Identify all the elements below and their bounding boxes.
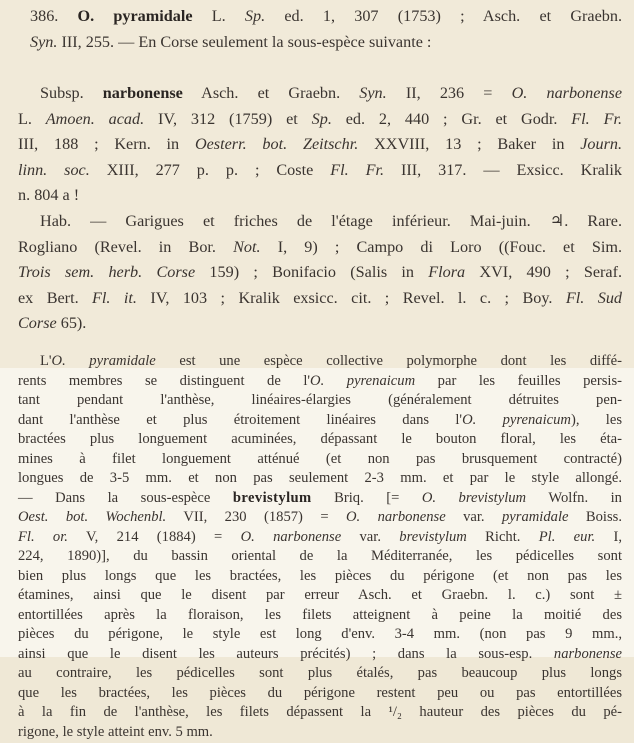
- hab-line-3: Trois sem. herb. Corse 159) ; Bonifacio (Salis in Flora XVI, 490 ; Seraf.: [18, 263, 623, 282]
- taxonomic-note: [18, 352, 622, 742]
- note-line: rents membres se distinguent de l'O. pyrenaicum par les feuilles persis-: [18, 372, 622, 389]
- subsp-line-3: III, 188 ; Kern. in Oesterr. bot. Zeitschr. XXVIII, 13 ; Baker in Journ.: [18, 135, 623, 154]
- note-line: pièces du périgone, le style est long d'env. 3-4 mm. (non pas 9 mm.,: [18, 626, 622, 642]
- entry-number: 386.: [30, 7, 59, 25]
- note-line: Fl. or. V, 214 (1884) = O. narbonense var. brevistylum Richt. Pl. eur. I,: [18, 528, 622, 545]
- subsp-line-1: Subsp. narbonense Asch. et Graebn. Syn. II, 236 = O. narbonense: [40, 84, 623, 102]
- note-line: mines à filet longuement atténué (et non pas brusquement contracté): [18, 450, 622, 467]
- hab-line-4: ex Bert. Fl. it. IV, 103 ; Kralik exsicc. cit. ; Revel. l. c. ; Boy. Fl. Sud: [18, 288, 623, 307]
- note-line: Oest. bot. Wochenbl. VII, 230 (1857) = O. narbonense var. pyramidale Boiss.: [18, 509, 622, 525]
- entry-line-2: Syn. III, 255. — En Corse seulement la sous-espèce suivante :: [30, 32, 432, 51]
- note-line: que les bractées, les pièces du périgone restent peu ou pas entortillées: [18, 684, 622, 701]
- species-name: O. pyramidale: [77, 7, 193, 25]
- note-line: ainsi que le disent les auteurs précités) ; dans la sous-esp. narbonense: [18, 645, 622, 662]
- note-line: étamines, ainsi que le disent par erreur Asch. et Graebn. l. c.) sont ±: [18, 587, 622, 603]
- note-line: entortillées après la floraison, les filets atteignent à peine la moitié des: [18, 606, 622, 623]
- note-line: bien plus longs que les bractées, les pièces du périgone (et non pas les: [18, 567, 622, 584]
- hab-line-2: Rogliano (Revel. in Bor. Not. I, 9) ; Campo di Loro ((Fouc. et Sim.: [18, 237, 623, 256]
- subsp-line-4: linn. soc. XIII, 277 p. p. ; Coste Fl. Fr. III, 317. — Exsicc. Kralik: [18, 160, 622, 179]
- note-line: rigone, le style atteint env. 5 mm.: [18, 723, 213, 740]
- habitat-block: [18, 209, 622, 337]
- note-line: tant pendant l'anthèse, linéaires-élargies (généralement détruites pen-: [18, 392, 622, 408]
- note-line: 224, 1890)], du bassin oriental de la Méditerranée, les pédicelles sont: [18, 548, 622, 564]
- subsp-line-5: n. 804 a !: [18, 186, 80, 205]
- entry-line-1: 386. O. pyramidale L. Sp. ed. 1, 307 (1753) ; Asch. et Graebn.: [30, 7, 623, 25]
- note-line: au contraire, les pédicelles sont plus étalés, pas beaucoup plus longs: [18, 665, 622, 681]
- hab-line-5: Corse 65).: [18, 314, 87, 333]
- subspecies-name: narbonense: [102, 84, 183, 102]
- note-line: — Dans la sous-espèce brevistylum Briq. [= O. brevistylum Wolfn. in: [18, 489, 622, 506]
- note-line: à la fin de l'anthèse, les filets dépassent la ¹/₂ hauteur des pièces du pé-: [18, 704, 622, 720]
- note-line: dant l'anthèse et plus étroitement linéaires dans l'O. pyrenaicum), les: [18, 411, 623, 428]
- note-line: bractées plus longuement acuminées, dépassant le bouton floral, les éta-: [18, 431, 622, 447]
- note-line: L'O. pyramidale est une espèce collective polymorphe dont les diffé-: [40, 353, 623, 369]
- note-line: longues de 3-5 mm. et non pas seulement 2-3 mm. et par le style allongé.: [18, 470, 622, 486]
- subsp-line-2: L. Amoen. acad. IV, 312 (1759) et Sp. ed. 2, 440 ; Gr. et Godr. Fl. Fr.: [18, 109, 623, 128]
- species-entry: [30, 4, 622, 55]
- hab-line-1: Hab. — Garigues et friches de l'étage inférieur. Mai-juin. ♃. Rare.: [40, 212, 622, 230]
- subspecies-block: [18, 81, 622, 209]
